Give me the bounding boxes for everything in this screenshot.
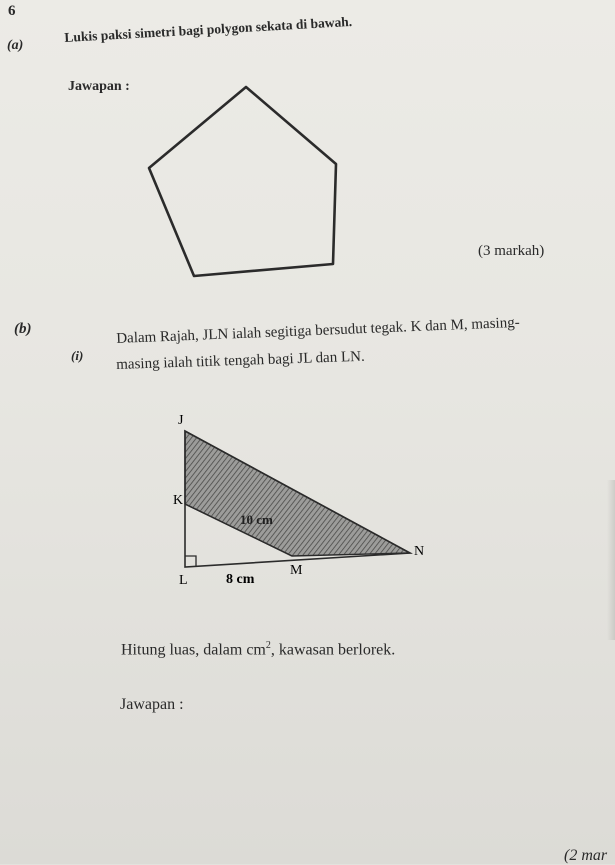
question-suffix: , kawasan berlorek. bbox=[270, 641, 396, 659]
question-unit: cm bbox=[246, 641, 266, 659]
regular-pentagon bbox=[149, 87, 336, 276]
length-kn: 10 cm bbox=[240, 512, 273, 527]
label-m: M bbox=[290, 563, 303, 578]
part-b-question bbox=[121, 640, 395, 659]
question-prefix: Hitung luas, dalam bbox=[121, 641, 247, 659]
label-j: J bbox=[178, 413, 184, 428]
length-lm: 8 cm bbox=[226, 572, 255, 587]
part-b-answer-label: Jawapan : bbox=[120, 696, 184, 713]
label-n: N bbox=[414, 544, 425, 559]
label-l: L bbox=[179, 573, 188, 588]
part-a-label: (a) bbox=[7, 38, 24, 53]
part-a-answer-label: Jawapan : bbox=[68, 79, 130, 94]
part-b-marks: (2 mar bbox=[564, 847, 608, 864]
part-b-label: (b) bbox=[14, 321, 32, 337]
part-b-text-line2: masing ialah titik tengah bagi JL dan LN. bbox=[116, 348, 365, 373]
part-b-i-label: (i) bbox=[71, 348, 84, 363]
part-b-text-line1: Dalam Rajah, JLN ialah segitiga bersudut tegak. K dan M, masing- bbox=[116, 314, 520, 347]
part-a-question-text: Lukis paksi simetri bagi polygon sekata di bawah. bbox=[64, 13, 353, 45]
label-k: K bbox=[173, 493, 184, 508]
question-number: 6 bbox=[8, 3, 16, 19]
right-angle-mark bbox=[185, 556, 196, 567]
question-exponent: 2 bbox=[265, 640, 271, 651]
part-a-marks: (3 markah) bbox=[478, 243, 545, 259]
